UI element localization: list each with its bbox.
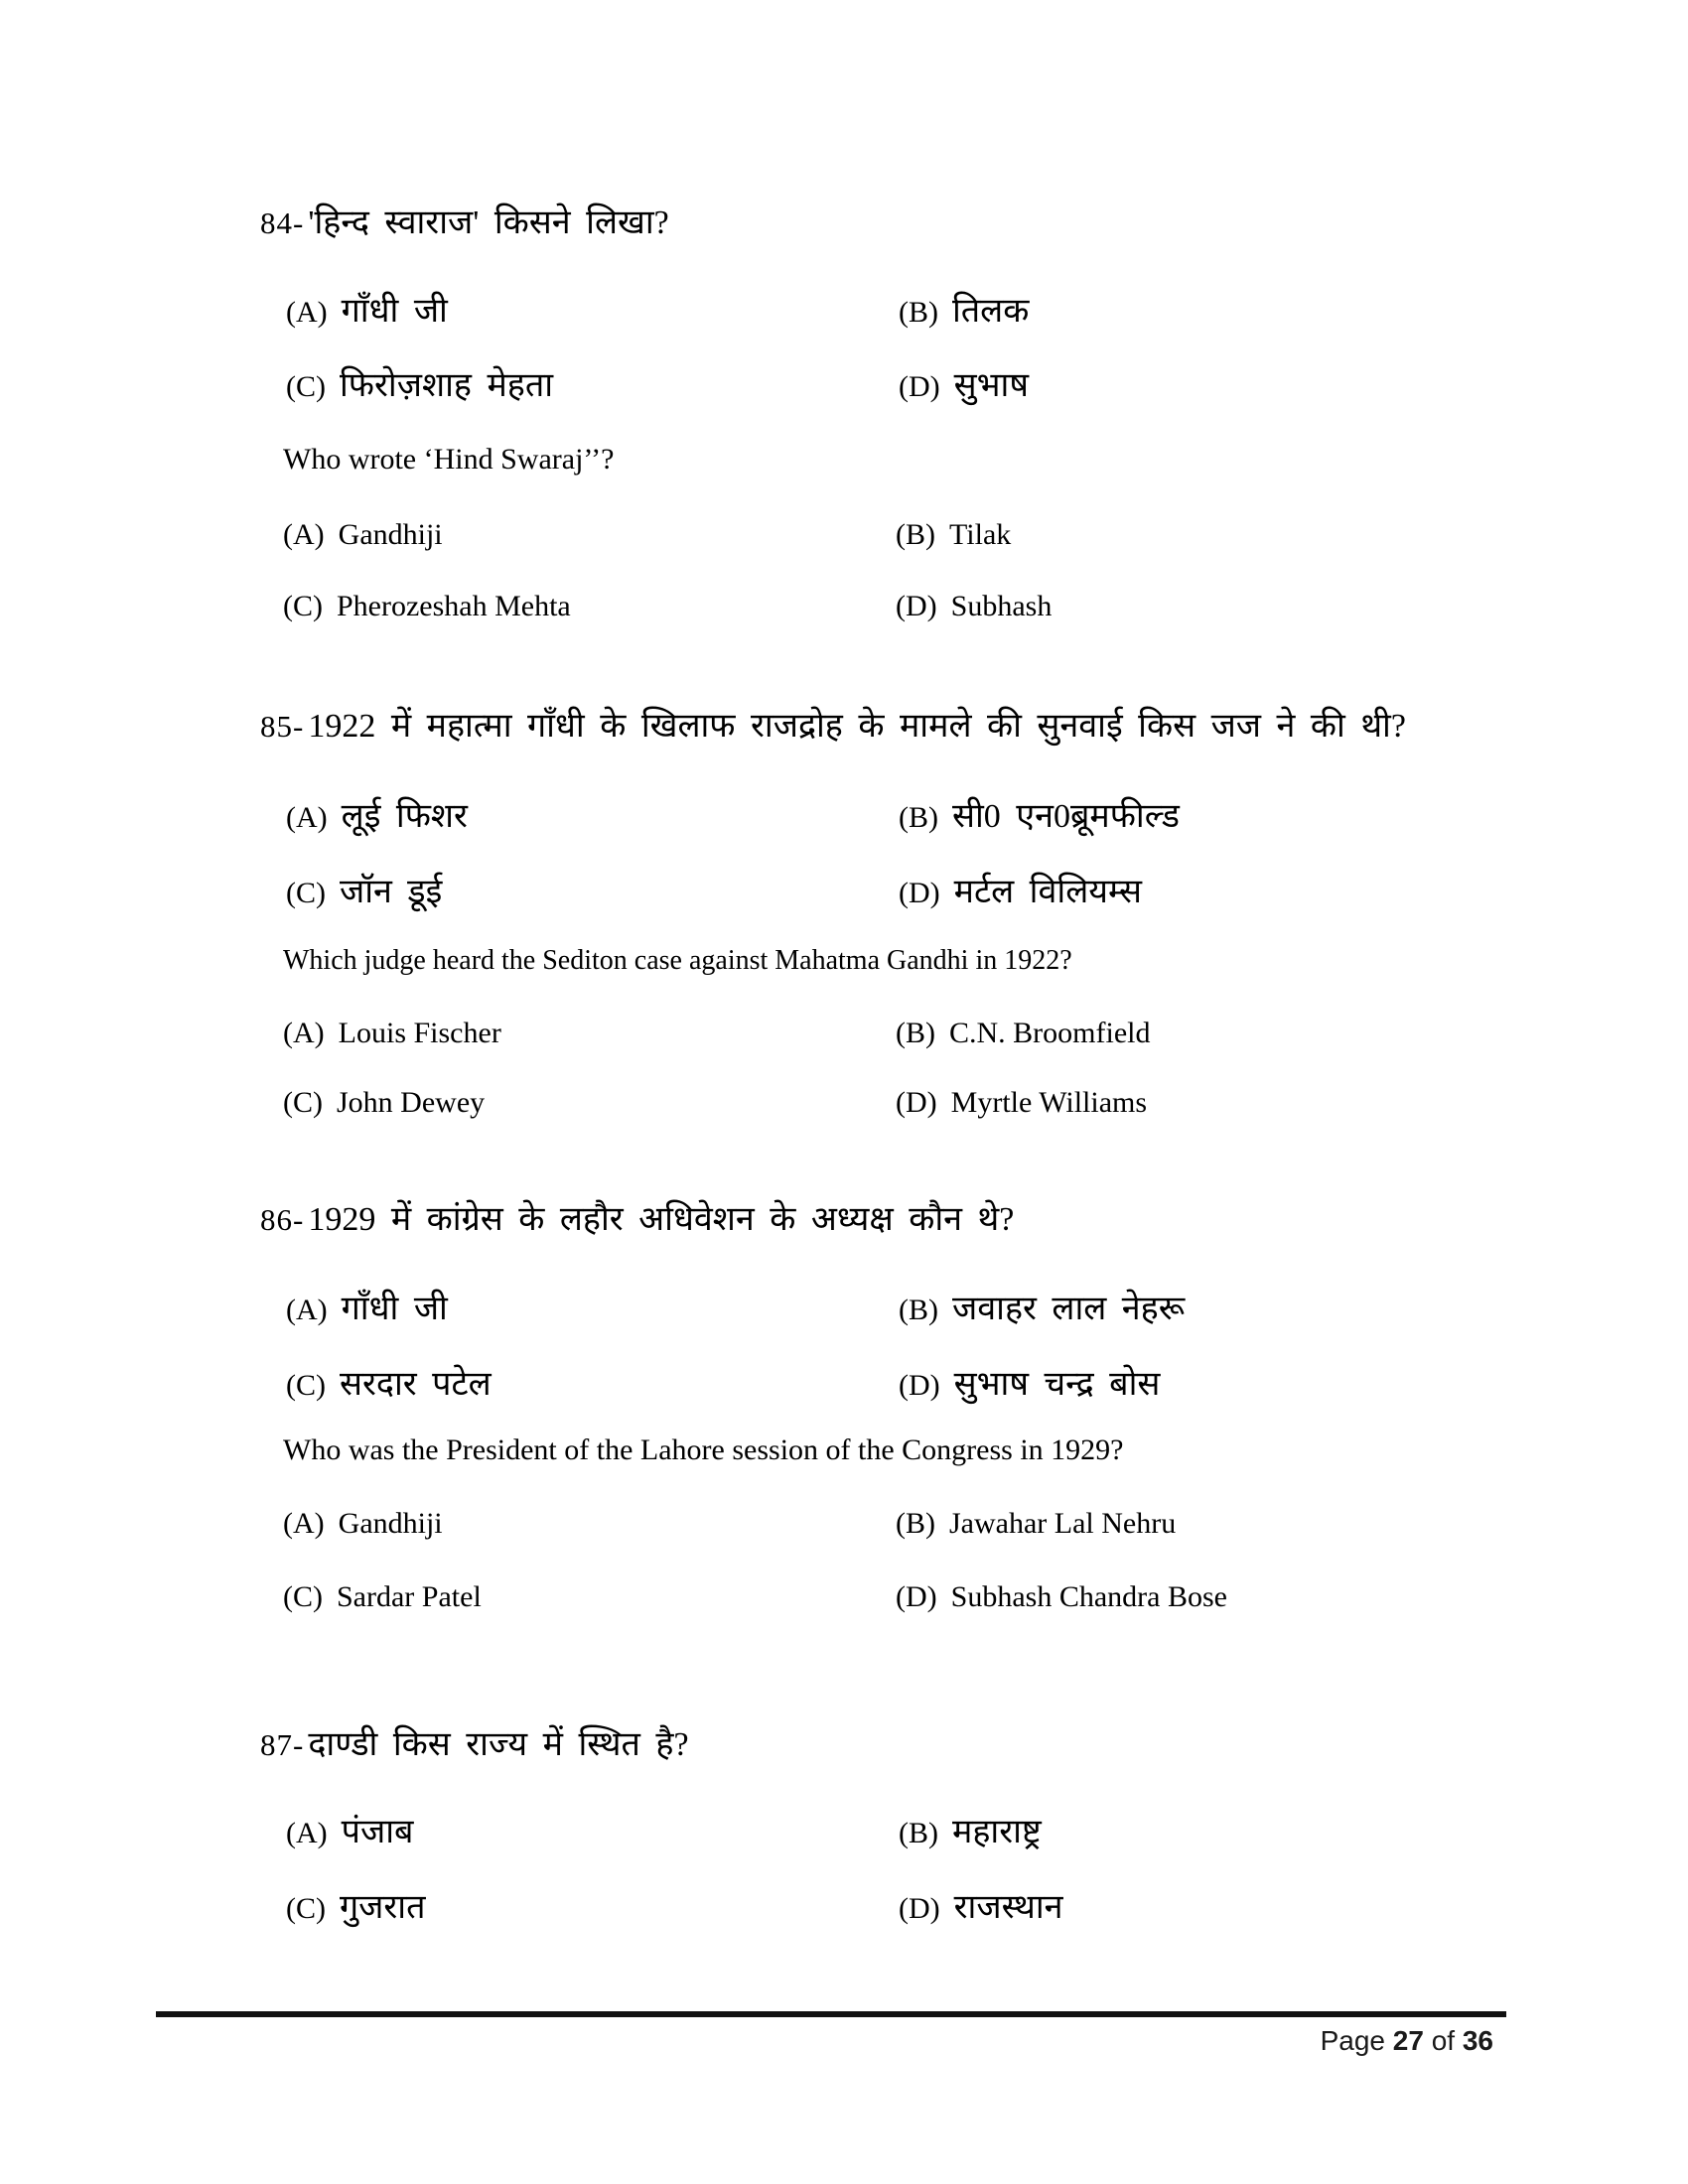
option-b-english bbox=[896, 1507, 1176, 1541]
question-84-hindi-title bbox=[260, 198, 669, 243]
option-label: (C) bbox=[283, 1580, 323, 1613]
option-text: जॉन डूई bbox=[340, 874, 443, 910]
option-text: Jawahar Lal Nehru bbox=[949, 1507, 1177, 1540]
option-label: (D) bbox=[896, 1086, 937, 1119]
question-86-hindi-options-row-1 bbox=[286, 1284, 1185, 1329]
question-number: 86- bbox=[260, 1202, 305, 1237]
option-text: सरदार पटेल bbox=[340, 1366, 492, 1403]
option-label: (A) bbox=[286, 1294, 328, 1326]
question-84-hindi-options-row-2 bbox=[286, 360, 1029, 406]
option-d-english bbox=[896, 590, 1052, 623]
option-text: Subhash Chandra Bose bbox=[950, 1580, 1227, 1613]
option-text: सुभाष चन्द्र बोस bbox=[953, 1366, 1161, 1403]
option-text: Sardar Patel bbox=[337, 1580, 482, 1613]
option-label: (B) bbox=[899, 801, 938, 834]
option-text: महाराष्ट्र bbox=[952, 1814, 1042, 1850]
question-85-english-options-row-1 bbox=[283, 1017, 1151, 1050]
option-c-hindi bbox=[286, 360, 899, 406]
option-text: जवाहर लाल नेहरू bbox=[952, 1291, 1186, 1327]
question-85-hindi-options-row-2 bbox=[286, 867, 1142, 912]
question-86-hindi-options-row-2 bbox=[286, 1359, 1160, 1405]
option-c-english bbox=[283, 1086, 896, 1120]
question-number: 87- bbox=[260, 1727, 305, 1762]
option-text: Subhash bbox=[950, 590, 1053, 622]
option-label: (B) bbox=[896, 1017, 935, 1049]
option-b-hindi bbox=[899, 1807, 1042, 1852]
option-d-hindi bbox=[899, 1882, 1063, 1928]
option-text: Louis Fischer bbox=[338, 1017, 501, 1049]
option-a-hindi bbox=[286, 1807, 899, 1852]
question-87-hindi-options-row-2 bbox=[286, 1882, 1063, 1928]
option-text: राजस्थान bbox=[953, 1889, 1063, 1926]
option-text: तिलक bbox=[952, 293, 1030, 330]
option-d-english bbox=[896, 1580, 1227, 1614]
option-label: (A) bbox=[286, 1817, 328, 1849]
option-d-hindi bbox=[899, 360, 1029, 406]
footer-of-word: of bbox=[1431, 2025, 1456, 2056]
option-b-hindi bbox=[899, 286, 1029, 332]
question-86-hindi-title bbox=[260, 1194, 1014, 1240]
question-text-hindi: 1922 में महात्मा गाँधी के खिलाफ राजद्रोह के मामले की सुनवाई किस जज ने की थी? bbox=[308, 708, 1406, 745]
option-label: (B) bbox=[896, 1507, 935, 1540]
option-c-english bbox=[283, 1580, 896, 1614]
question-84-english-title: Who wrote ‘Hind Swaraj’’? bbox=[283, 443, 615, 476]
option-text: फिरोज़शाह मेहता bbox=[340, 367, 554, 404]
option-label: (A) bbox=[283, 1507, 325, 1540]
option-d-hindi bbox=[899, 867, 1142, 912]
option-label: (C) bbox=[286, 1369, 326, 1402]
option-label: (B) bbox=[899, 1294, 938, 1326]
option-text: John Dewey bbox=[337, 1086, 486, 1119]
question-number: 84- bbox=[260, 205, 305, 240]
option-text: मर्टल विलियम्स bbox=[953, 874, 1142, 910]
option-label: (C) bbox=[286, 877, 326, 909]
question-84-hindi-options-row-1 bbox=[286, 286, 1029, 332]
option-label: (C) bbox=[283, 1086, 323, 1119]
option-text: गाँधी जी bbox=[341, 293, 448, 330]
option-label: (B) bbox=[899, 1817, 938, 1849]
option-a-english bbox=[283, 518, 896, 552]
option-d-hindi bbox=[899, 1359, 1160, 1405]
option-label: (C) bbox=[286, 370, 326, 403]
question-number: 85- bbox=[260, 709, 305, 744]
option-label: (D) bbox=[899, 370, 940, 403]
option-a-hindi bbox=[286, 286, 899, 332]
option-text: Gandhiji bbox=[338, 518, 443, 551]
question-text-hindi: 1929 में कांग्रेस के लहौर अधिवेशन के अध्यक्ष कौन थे? bbox=[308, 1201, 1015, 1238]
question-86-english-title: Who was the President of the Lahore session of the Congress in 1929? bbox=[283, 1433, 1124, 1466]
option-c-hindi bbox=[286, 1359, 899, 1405]
question-84-english-options-row-2 bbox=[283, 590, 1052, 623]
question-text-hindi: 'हिन्द स्वाराज' किसने लिखा? bbox=[308, 205, 669, 241]
option-text: Pherozeshah Mehta bbox=[337, 590, 571, 622]
option-label: (B) bbox=[896, 518, 935, 551]
option-text: लूई फिशर bbox=[341, 798, 468, 835]
footer-total-pages: 36 bbox=[1462, 2025, 1493, 2056]
option-c-hindi bbox=[286, 1882, 899, 1928]
option-label: (A) bbox=[286, 296, 328, 329]
question-87-hindi-options-row-1 bbox=[286, 1807, 1042, 1852]
option-text: सुभाष bbox=[953, 367, 1030, 404]
option-b-hindi bbox=[899, 791, 1180, 837]
option-c-hindi bbox=[286, 867, 899, 912]
option-a-english bbox=[283, 1017, 896, 1050]
option-label: (D) bbox=[896, 1580, 937, 1613]
option-text: सी0 एन0ब्रूमफील्ड bbox=[952, 798, 1180, 835]
option-a-english bbox=[283, 1507, 896, 1541]
option-text: पंजाब bbox=[341, 1814, 414, 1850]
option-a-hindi bbox=[286, 1284, 899, 1329]
question-85-hindi-options-row-1 bbox=[286, 791, 1180, 837]
footer-page-word: Page bbox=[1320, 2025, 1385, 2056]
option-label: (A) bbox=[283, 518, 325, 551]
option-label: (C) bbox=[286, 1892, 326, 1925]
option-text: Gandhiji bbox=[338, 1507, 443, 1540]
question-87-hindi-title bbox=[260, 1719, 689, 1765]
option-label: (D) bbox=[899, 1892, 940, 1925]
question-84-english-options-row-1 bbox=[283, 518, 1011, 552]
option-label: (A) bbox=[283, 1017, 325, 1049]
question-85-hindi-title bbox=[260, 701, 1406, 747]
option-label: (D) bbox=[896, 590, 937, 622]
option-label: (D) bbox=[899, 877, 940, 909]
option-b-english bbox=[896, 518, 1011, 552]
question-text-hindi: दाण्डी किस राज्य में स्थित है? bbox=[308, 1726, 689, 1763]
option-text: Myrtle Williams bbox=[950, 1086, 1148, 1119]
option-text: गुजरात bbox=[340, 1889, 426, 1926]
option-b-hindi bbox=[899, 1284, 1185, 1329]
option-label: (D) bbox=[899, 1369, 940, 1402]
question-86-english-options-row-2 bbox=[283, 1580, 1227, 1614]
option-a-hindi bbox=[286, 791, 899, 837]
option-label: (A) bbox=[286, 801, 328, 834]
option-c-english bbox=[283, 590, 896, 623]
question-86-english-options-row-1 bbox=[283, 1507, 1176, 1541]
option-d-english bbox=[896, 1086, 1147, 1120]
footer-page-number: 27 bbox=[1392, 2025, 1424, 2056]
question-85-english-title: Which judge heard the Sediton case against Mahatma Gandhi in 1922? bbox=[283, 945, 1072, 976]
option-b-english bbox=[896, 1017, 1151, 1050]
question-85-english-options-row-2 bbox=[283, 1086, 1147, 1120]
footer-divider bbox=[156, 2011, 1506, 2017]
page-number-footer bbox=[156, 2025, 1493, 2057]
option-label: (C) bbox=[283, 590, 323, 622]
option-text: गाँधी जी bbox=[341, 1291, 448, 1327]
option-text: C.N. Broomfield bbox=[949, 1017, 1151, 1049]
option-text: Tilak bbox=[949, 518, 1012, 551]
option-label: (B) bbox=[899, 296, 938, 329]
